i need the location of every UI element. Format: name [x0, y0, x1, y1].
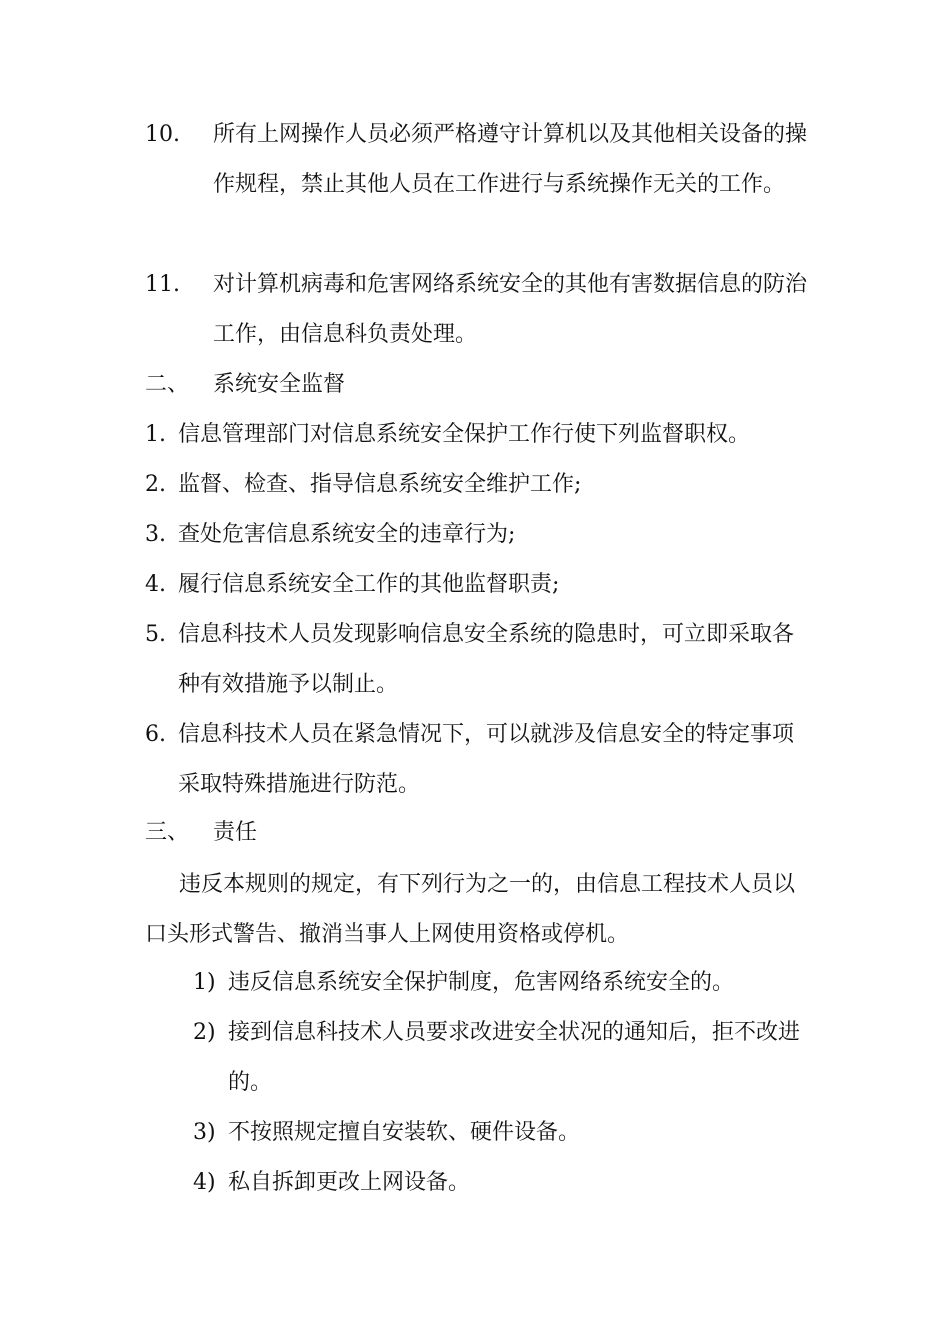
section-heading-3: [145, 808, 815, 858]
item-number: 1.: [145, 422, 166, 447]
item-number: 4): [193, 1170, 216, 1195]
list-item-5: [145, 610, 815, 710]
item-text: 私自拆卸更改上网设备。: [228, 1170, 471, 1195]
item-number: 6.: [145, 722, 166, 747]
item-text: 信息科技术人员在紧急情况下，可以就涉及信息安全的特定事项采取特殊措施进行防范。: [178, 722, 795, 797]
item-number: 10.: [145, 122, 180, 147]
item-text: 所有上网操作人员必须严格遵守计算机以及其他相关设备的操作规程，禁止其他人员在工作进行与系统操作无关的工作。: [213, 122, 808, 197]
item-number: 2): [193, 1020, 216, 1045]
section-title: 责任: [213, 820, 258, 845]
list-item-4: [145, 560, 815, 610]
list-item-10: [145, 110, 815, 210]
item-text: 履行信息系统安全工作的其他监督职责;: [178, 572, 560, 597]
item-text: 信息管理部门对信息系统安全保护工作行使下列监督职权。: [178, 422, 751, 447]
item-number: 3): [193, 1120, 216, 1145]
item-number: 11.: [145, 272, 180, 297]
item-number: 2.: [145, 472, 166, 497]
section-heading-2: [145, 360, 815, 410]
sub-item-2: [193, 1008, 815, 1108]
list-item-1: [145, 410, 815, 460]
item-text: 监督、检查、指导信息系统安全维护工作;: [178, 472, 582, 497]
sub-item-3: [193, 1108, 815, 1158]
list-item-3: [145, 510, 815, 560]
item-number: 4.: [145, 572, 166, 597]
item-text: 查处危害信息系统安全的违章行为;: [178, 522, 516, 547]
section-number: 二、: [145, 372, 190, 397]
section-intro-paragraph: 违反本规则的规定，有下列行为之一的，由信息工程技术人员以口头形式警告、撤消当事人上网使用资格或停机。: [145, 872, 796, 947]
section-title: 系统安全监督: [213, 372, 346, 397]
item-number: 1): [193, 970, 216, 995]
item-text: 不按照规定擅自安装软、硬件设备。: [228, 1120, 581, 1145]
list-item-6: [145, 710, 815, 810]
item-text: 接到信息科技术人员要求改进安全状况的通知后，拒不改进的。: [228, 1020, 801, 1095]
sub-item-4: [193, 1158, 815, 1208]
item-text: 信息科技术人员发现影响信息安全系统的隐患时，可立即采取各种有效措施予以制止。: [178, 622, 795, 697]
list-item-11: [145, 260, 815, 360]
section-number: 三、: [145, 820, 190, 845]
sub-item-1: [193, 958, 815, 1008]
item-text: 违反信息系统安全保护制度，危害网络系统安全的。: [228, 970, 735, 995]
item-number: 5.: [145, 622, 166, 647]
item-number: 3.: [145, 522, 166, 547]
list-item-2: [145, 460, 815, 510]
item-text: 对计算机病毒和危害网络系统安全的其他有害数据信息的防治工作，由信息科负责处理。: [213, 272, 808, 347]
